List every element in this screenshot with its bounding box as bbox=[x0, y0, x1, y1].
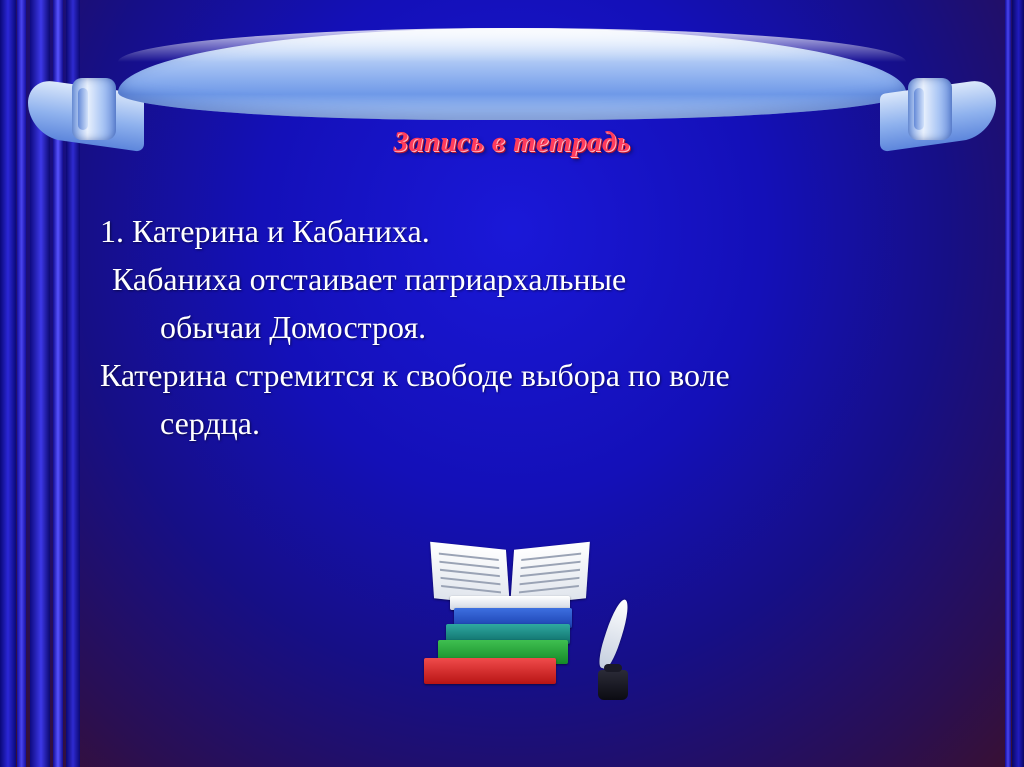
ink-pot-icon bbox=[598, 670, 628, 700]
drape-bar-right-2 bbox=[1005, 0, 1011, 767]
book-red bbox=[424, 658, 556, 684]
slide-title: Запись в тетрадь bbox=[393, 126, 631, 158]
body-line: Катерина стремится к свободе выбора по воле bbox=[100, 357, 730, 394]
body-line: обычаи Домостроя. bbox=[160, 309, 427, 346]
quill-pen-icon bbox=[592, 598, 662, 708]
books-and-quill-illustration bbox=[420, 540, 680, 720]
feather-icon bbox=[595, 597, 632, 670]
body-line: сердца. bbox=[160, 405, 260, 442]
drape-bar-2 bbox=[17, 0, 26, 767]
body-line: 1. Катерина и Кабаниха. bbox=[100, 213, 430, 249]
drape-bar-1 bbox=[0, 0, 16, 767]
body-line: Кабаниха отстаивает патриархальные bbox=[112, 261, 627, 298]
ribbon-body bbox=[118, 28, 906, 120]
drape-bar-right-1 bbox=[1012, 0, 1024, 767]
slide-body bbox=[100, 208, 960, 448]
